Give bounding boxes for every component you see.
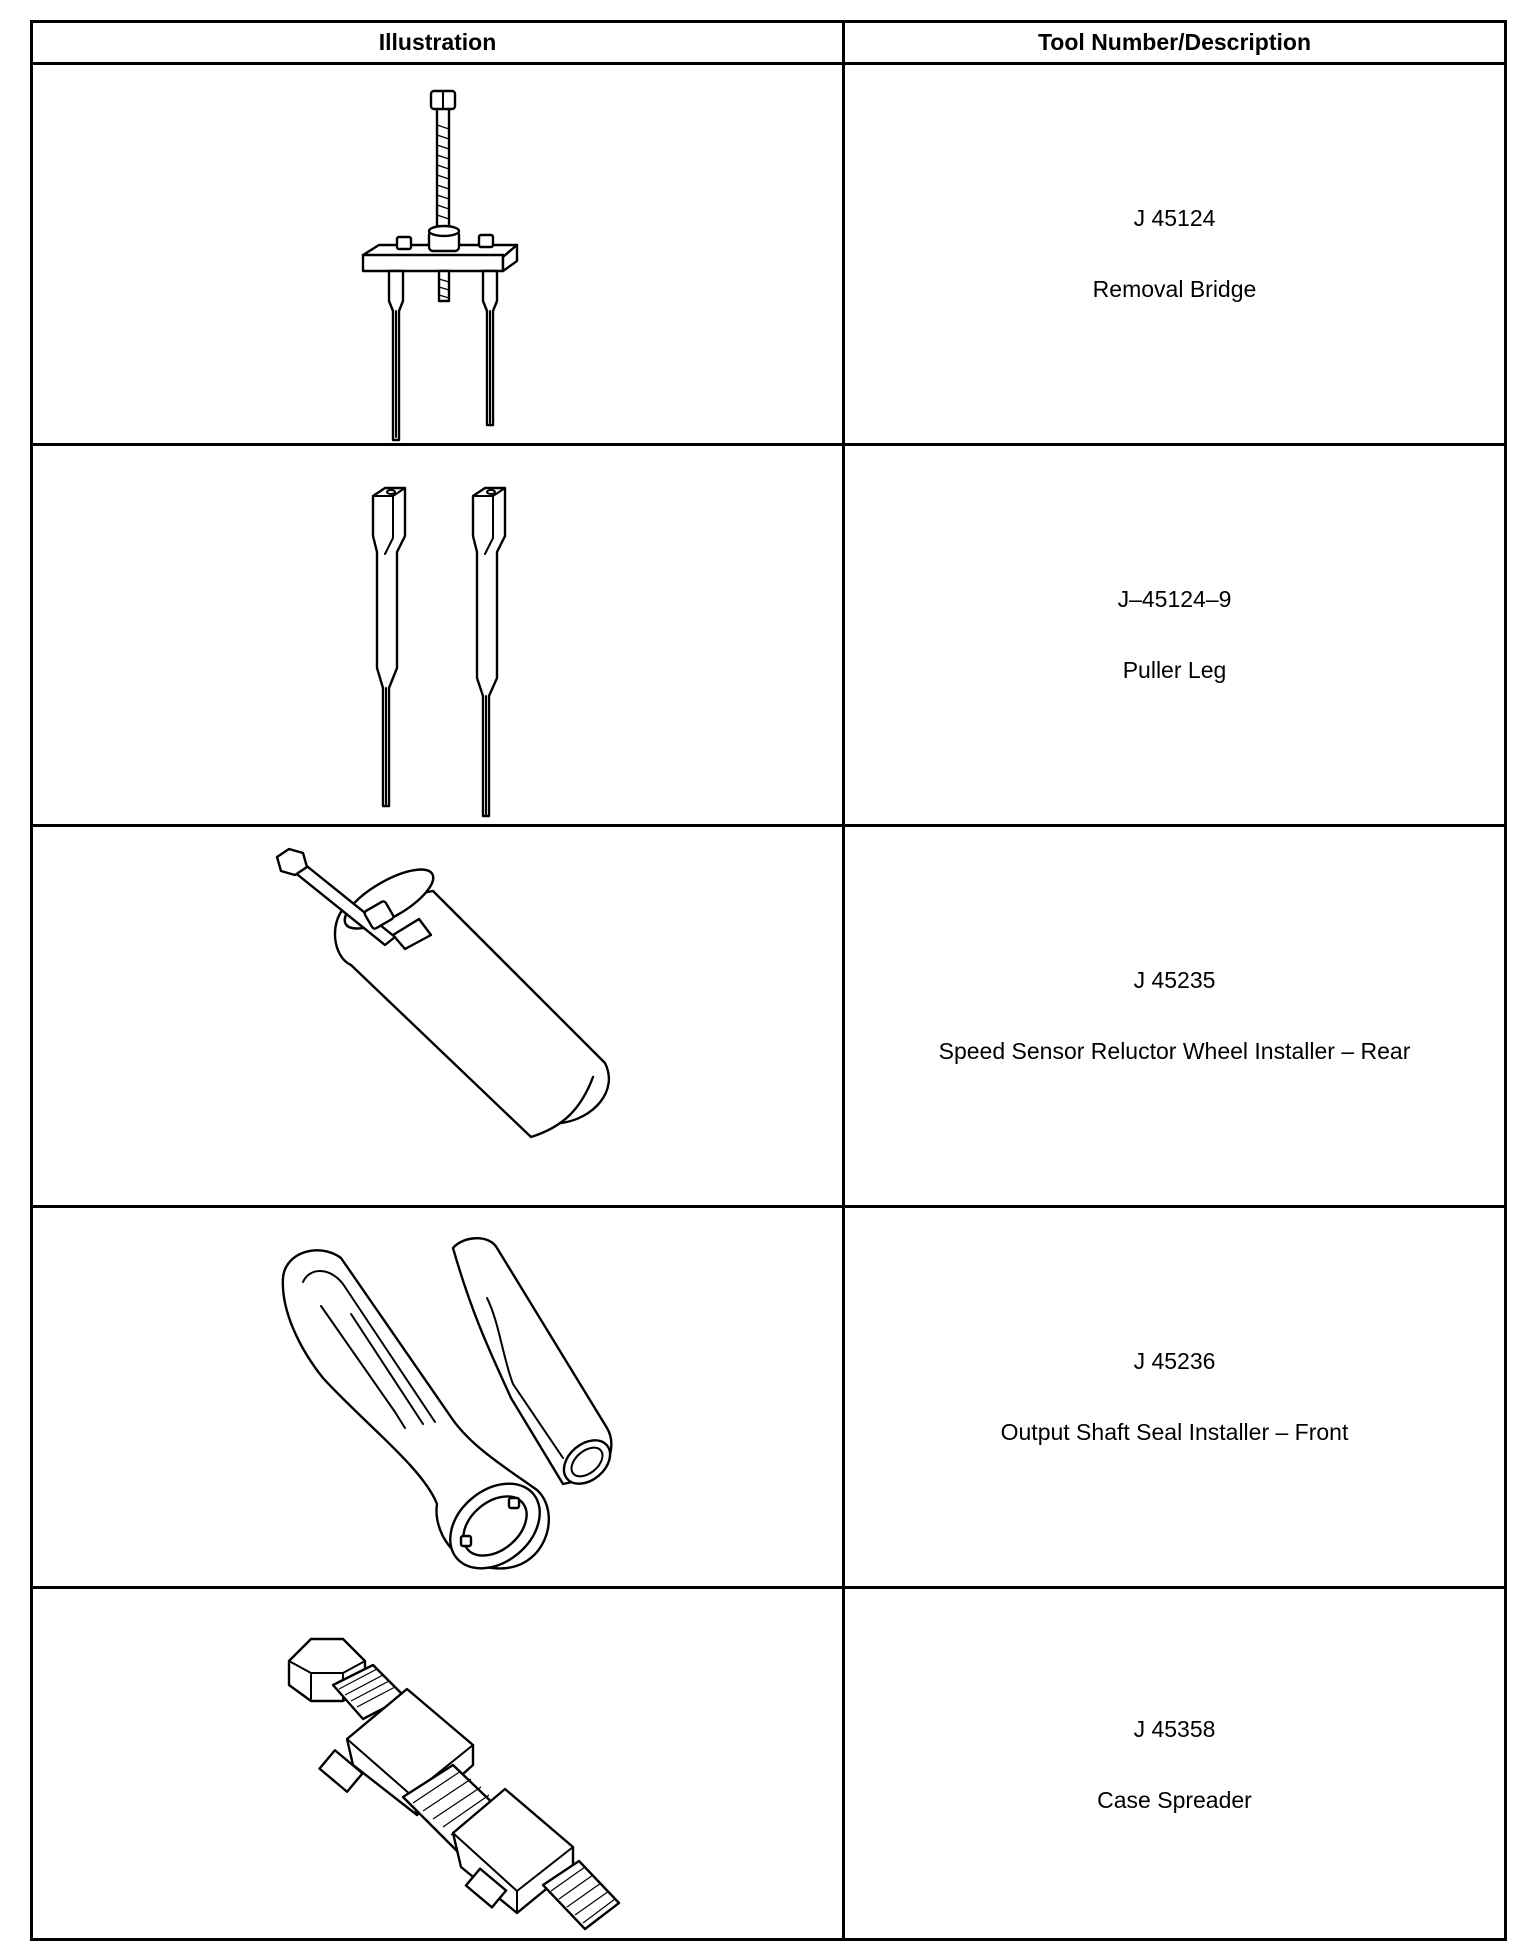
illustration-cell [33, 1589, 845, 1941]
tool-description: Puller Leg [1122, 657, 1227, 683]
tool-description: Case Spreader [1097, 1787, 1252, 1813]
header-tool-description: Tool Number/Description [1037, 29, 1312, 55]
table-row [33, 65, 1504, 446]
illustration-cell [33, 446, 845, 824]
illustration-cell [33, 1208, 845, 1586]
case-spreader-illustration [33, 1589, 842, 1941]
table-header [33, 23, 1504, 65]
description-cell [845, 827, 1504, 1205]
tool-number: J 45358 [1133, 1716, 1216, 1742]
tool-description: Speed Sensor Reluctor Wheel Installer – Rear [938, 1038, 1411, 1064]
illustration-cell [33, 65, 845, 443]
puller-leg-illustration [33, 446, 842, 824]
removal-bridge-illustration [33, 65, 842, 443]
tool-table [30, 20, 1507, 1941]
tool-number: J 45235 [1133, 967, 1216, 993]
tool-number: J–45124–9 [1117, 586, 1232, 612]
description-cell [845, 1208, 1504, 1586]
description-cell [845, 446, 1504, 824]
tool-number: J 45236 [1133, 1348, 1216, 1374]
header-illustration: Illustration [33, 23, 845, 62]
table-row [33, 1589, 1504, 1941]
table-row [33, 827, 1504, 1208]
seal-installer-illustration [33, 1208, 842, 1586]
tool-description: Removal Bridge [1092, 276, 1257, 302]
tool-number: J 45124 [1133, 205, 1216, 231]
description-cell [845, 1589, 1504, 1941]
illustration-cell [33, 827, 845, 1205]
table-row [33, 1208, 1504, 1589]
description-cell [845, 65, 1504, 443]
reluctor-wheel-installer-illustration [33, 827, 842, 1205]
tool-description: Output Shaft Seal Installer – Front [1000, 1419, 1349, 1445]
table-row [33, 446, 1504, 827]
